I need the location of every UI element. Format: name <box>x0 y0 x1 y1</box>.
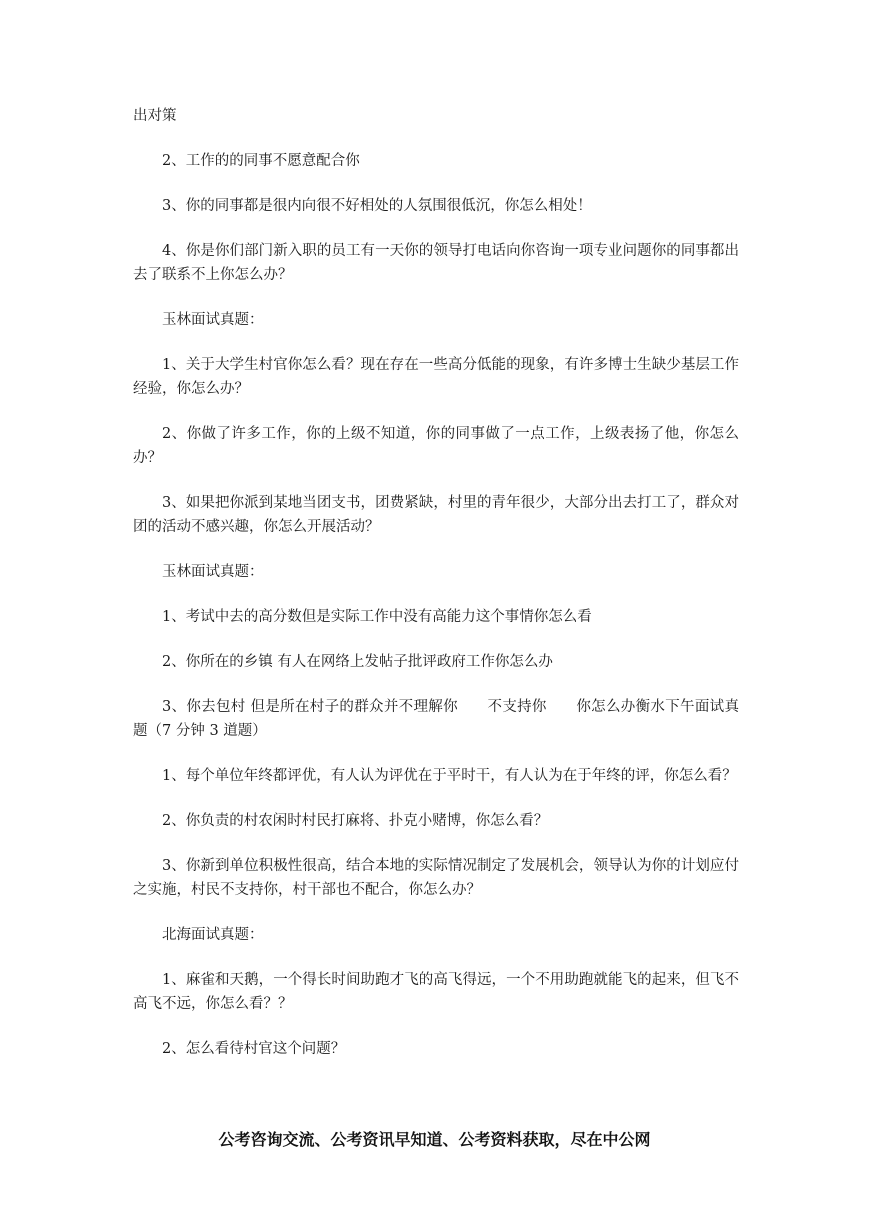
question-item: 3、如果把你派到某地当团支书，团费紧缺，村里的青年很少，大部分出去打工了，群众对团的活动不感兴趣，你怎么开展活动？ <box>133 495 739 535</box>
question-item: 2、你所在的乡镇 有人在网络上发帖子批评政府工作你怎么办 <box>162 654 553 670</box>
question-item: 2、怎么看待村官这个问题？ <box>162 1041 346 1057</box>
question-item: 3、你的同事都是很内向很不好相处的人氛围很低沉，你怎么相处！ <box>162 198 592 214</box>
question-item: 4、你是你们部门新入职的员工有一天你的领导打电话向你咨询一项专业问题你的同事都出去了联系不上你怎么办？ <box>133 243 739 283</box>
question-item: 1、麻雀和天鹅，一个得长时间助跑才飞的高飞得远，一个不用助跑就能飞的起来，但飞不高飞不远，你怎么看？？ <box>133 972 739 1012</box>
section-heading-yulin: 玉林面试真题： <box>162 312 264 328</box>
section-heading-yulin: 玉林面试真题： <box>162 564 264 580</box>
section-heading-beihai: 北海面试真题： <box>162 927 264 943</box>
question-item: 2、工作的的同事不愿意配合你 <box>162 153 360 169</box>
paragraph-continuation: 出对策 <box>133 108 177 124</box>
question-item: 1、每个单位年终都评优，有人认为评优在于平时干，有人认为在于年终的评，你怎么看？ <box>162 768 737 784</box>
question-item: 1、考试中去的高分数但是实际工作中没有高能力这个事情你怎么看 <box>162 609 592 625</box>
question-item: 2、你做了许多工作，你的上级不知道，你的同事做了一点工作，上级表扬了他，你怎么办？ <box>133 426 739 466</box>
question-item: 3、你去包村 但是所在村子的群众并不理解你 不支持你 你怎么办衡水下午面试真题（7 分钟 3 道题） <box>133 699 739 739</box>
question-item: 2、你负责的村农闲时村民打麻将、扑克小赌博，你怎么看？ <box>162 813 549 829</box>
question-item: 3、你新到单位积极性很高，结合本地的实际情况制定了发展机会，领导认为你的计划应付之实施，村民不支持你，村干部也不配合，你怎么办？ <box>133 858 739 898</box>
question-item: 1、关于大学生村官你怎么看？现在存在一些高分低能的现象，有许多博士生缺少基层工作经验，你怎么办？ <box>133 357 739 397</box>
document-body <box>133 104 739 1082</box>
footer-banner: 公考咨询交流、公考资讯早知道、公考资料获取，尽在中公网 <box>218 1130 651 1149</box>
